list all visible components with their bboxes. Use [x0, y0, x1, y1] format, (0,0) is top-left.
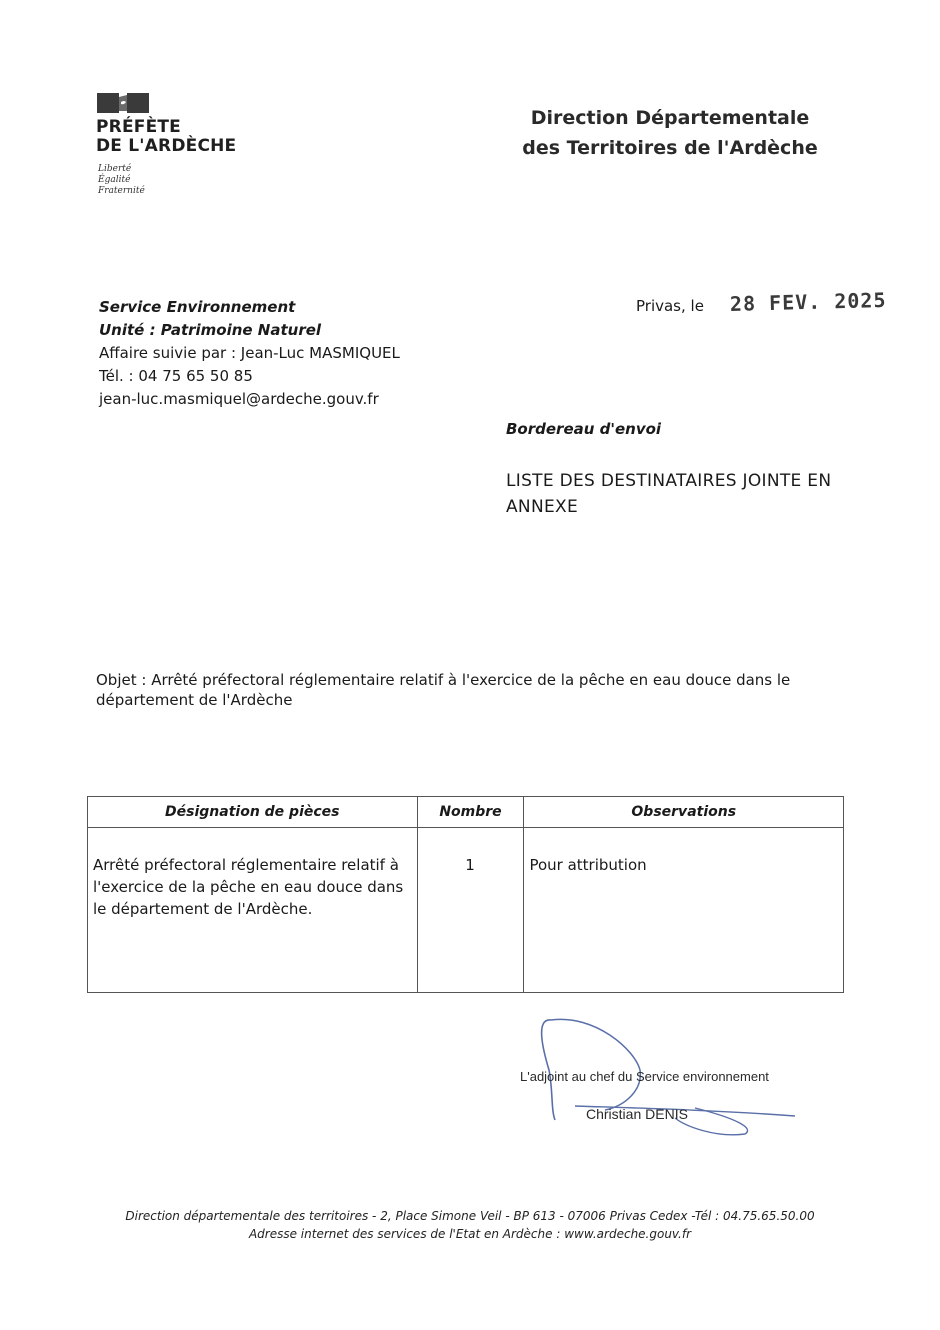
signatory-name: Christian DENIS — [586, 1106, 688, 1122]
prefecture-name-line2: DE L'ARDÈCHE — [96, 136, 237, 156]
service-unit: Unité : Patrimoine Naturel — [99, 321, 322, 339]
date-stamp: 28 FEV. 2025 — [729, 287, 887, 316]
marianne-logo-icon — [97, 93, 149, 113]
header-observations: Observations — [524, 797, 844, 828]
footer-website: Adresse internet des services de l'Etat en Ardèche : www.ardeche.gouv.fr — [248, 1227, 692, 1241]
motto-liberte: Liberté — [98, 164, 132, 174]
prefecture-name-line1: PRÉFÈTE — [96, 117, 181, 137]
table-row — [88, 828, 844, 993]
service-email[interactable]: jean-luc.masmiquel@ardeche.gouv.fr — [99, 390, 379, 408]
prefecture-name — [96, 118, 236, 156]
cell-nombre: 1 — [417, 828, 524, 993]
cell-observations: Pour attribution — [524, 828, 844, 993]
header-nombre: Nombre — [417, 797, 524, 828]
direction-title-line1: Direction Départementale — [530, 107, 810, 129]
service-phone: Tél. : 04 75 65 50 85 — [99, 367, 253, 385]
pieces-table — [87, 796, 844, 993]
service-block — [99, 296, 400, 411]
date-place: Privas, le — [636, 297, 704, 315]
service-name: Service Environnement — [99, 298, 296, 316]
cell-designation: Arrêté préfectoral réglementaire relatif à l'exercice de la pêche en eau douce dans le département de l'Ardèche. — [88, 828, 418, 993]
service-contact: Affaire suivie par : Jean-Luc MASMIQUEL — [99, 344, 400, 362]
motto-fraternite: Fraternité — [98, 186, 145, 196]
motto-egalite: Égalité — [98, 175, 131, 185]
recipients-note: LISTE DES DESTINATAIRES JOINTE EN ANNEXE — [506, 471, 832, 517]
footer — [60, 1207, 880, 1243]
footer-address: Direction départementale des territoires - 2, Place Simone Veil - BP 613 - 07006 Privas Cedex -Tél : 04.75.65.50.00 — [125, 1209, 815, 1223]
bordereau-title: Bordereau d'envoi — [506, 420, 662, 438]
table-header-row — [88, 797, 844, 828]
republic-motto — [98, 164, 145, 197]
objet-text: Objet : Arrêté préfectoral réglementaire relatif à l'exercice de la pêche en eau douce dans le département de l'Ardèche — [96, 671, 791, 709]
signatory-title: L'adjoint au chef du Service environnement — [520, 1069, 769, 1084]
direction-title — [500, 103, 840, 163]
direction-title-line2: des Territoires de l'Ardèche — [522, 137, 818, 159]
header-designation: Désignation de pièces — [88, 797, 418, 828]
